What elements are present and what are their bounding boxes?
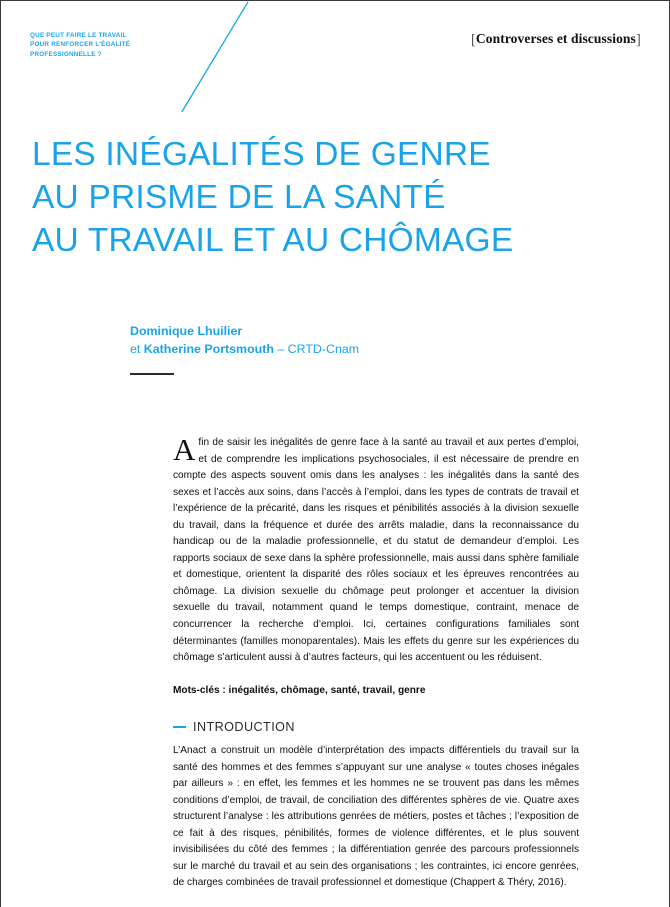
section-marker-label: Controverses et discussions bbox=[475, 31, 636, 46]
page-title-line-3: AU TRAVAIL ET AU CHÔMAGE bbox=[32, 222, 514, 260]
bracket-close-icon: ] bbox=[635, 32, 641, 48]
running-head-line-3: PROFESSIONNELLE ? bbox=[30, 50, 102, 58]
page-title-line-1: LES INÉGALITÉS DE GENRE bbox=[32, 136, 491, 174]
section-heading-introduction bbox=[173, 720, 295, 734]
author-divider bbox=[130, 373, 174, 375]
authors-block bbox=[130, 323, 550, 358]
running-head bbox=[30, 31, 190, 59]
bracket-open-icon: [ bbox=[470, 32, 476, 48]
introduction-paragraph: L’Anact a construit un modèle d’interprétation des impacts différentiels du travail sur la santé des hommes et des femmes s’appuyant sur une analyse « toutes choses inégales par ailleurs » : en effet, les femmes et les hommes ne se trouvent pas dans les mêmes conditions d’emploi, de travail, de conciliation des différentes sphères de vie. Quatre axes structurent l’analyse : les attributions genrées de métiers, postes et tâches ; l’exposition de ce fait à des risques, pénibilités, formes de violence différentes, et le plus souvent invisibilisées du côté des femmes ; la différentiation genrée des parcours professionnels sur le marché du travail et au sein des organisations ; les contraintes, ici encore genrées, de charges combinées de travail professionnel et domestique (Chappert & Théry, 2016). bbox=[173, 745, 579, 889]
running-head-line-2: POUR RENFORCER L'ÉGALITÉ bbox=[30, 41, 131, 49]
abstract bbox=[173, 432, 579, 667]
author-conjunction: et bbox=[130, 341, 144, 356]
author-primary: Dominique Lhuilier bbox=[130, 324, 243, 338]
diagonal-rule-decoration bbox=[181, 1, 249, 113]
author-affiliation: – CRTD-Cnam bbox=[273, 341, 360, 356]
running-head-line-1: QUE PEUT FAIRE LE TRAVAIL bbox=[30, 32, 127, 39]
page-title bbox=[32, 133, 632, 262]
section-heading-label: INTRODUCTION bbox=[193, 720, 295, 734]
author-secondary-line bbox=[130, 341, 550, 359]
keywords-line: Mots-clés : inégalités, chômage, santé, travail, genre bbox=[173, 685, 426, 696]
abstract-dropcap: A bbox=[173, 432, 196, 467]
dash-marker-icon bbox=[173, 726, 186, 729]
author-secondary: Katherine Portsmouth bbox=[143, 341, 274, 356]
section-marker bbox=[471, 31, 641, 49]
abstract-text: fin de saisir les inégalités de genre face à la santé au travail et aux pertes d’emploi, et de comprendre les implications psychosociales, il est nécessaire de prendre en compte des aspects souvent omis dans les analyses : les inégalités dans la santé des sexes et l’accès aux soins, dans l’accès à l’emploi, dans les types de contrats de travail et l’expérience de la précarité, dans les risques et pénibilités associés à la division sexuelle du travail, dans la fréquence et durée des arrêts maladie, dans la reconnaissance du handicap ou de la maladie professionnelle, et du statut de demandeur d’emploi. Les rapports sociaux de sexe dans la sphère professionnelle, mais aussi dans sphère familiale et domestique, orientent la disparité des rôles sociaux et les épreuves rencontrées au chômage. La division sexuelle du chômage peut prolonger et accentuer la division sexuelle du travail, notamment quand le temps domestique, contraint, menace de concurrencer la recherche d’emploi. Ici, certaines configurations familiales sont déterminantes (familles monoparentales). Mais les effets du genre sur les expériences du chômage s’articulent aussi à d’autres facteurs, qui les accentuent ou les réduisent. bbox=[173, 437, 579, 664]
page-title-line-2: AU PRISME DE LA SANTÉ bbox=[32, 179, 446, 217]
introduction-body bbox=[173, 743, 579, 892]
abstract-paragraph bbox=[173, 432, 579, 667]
